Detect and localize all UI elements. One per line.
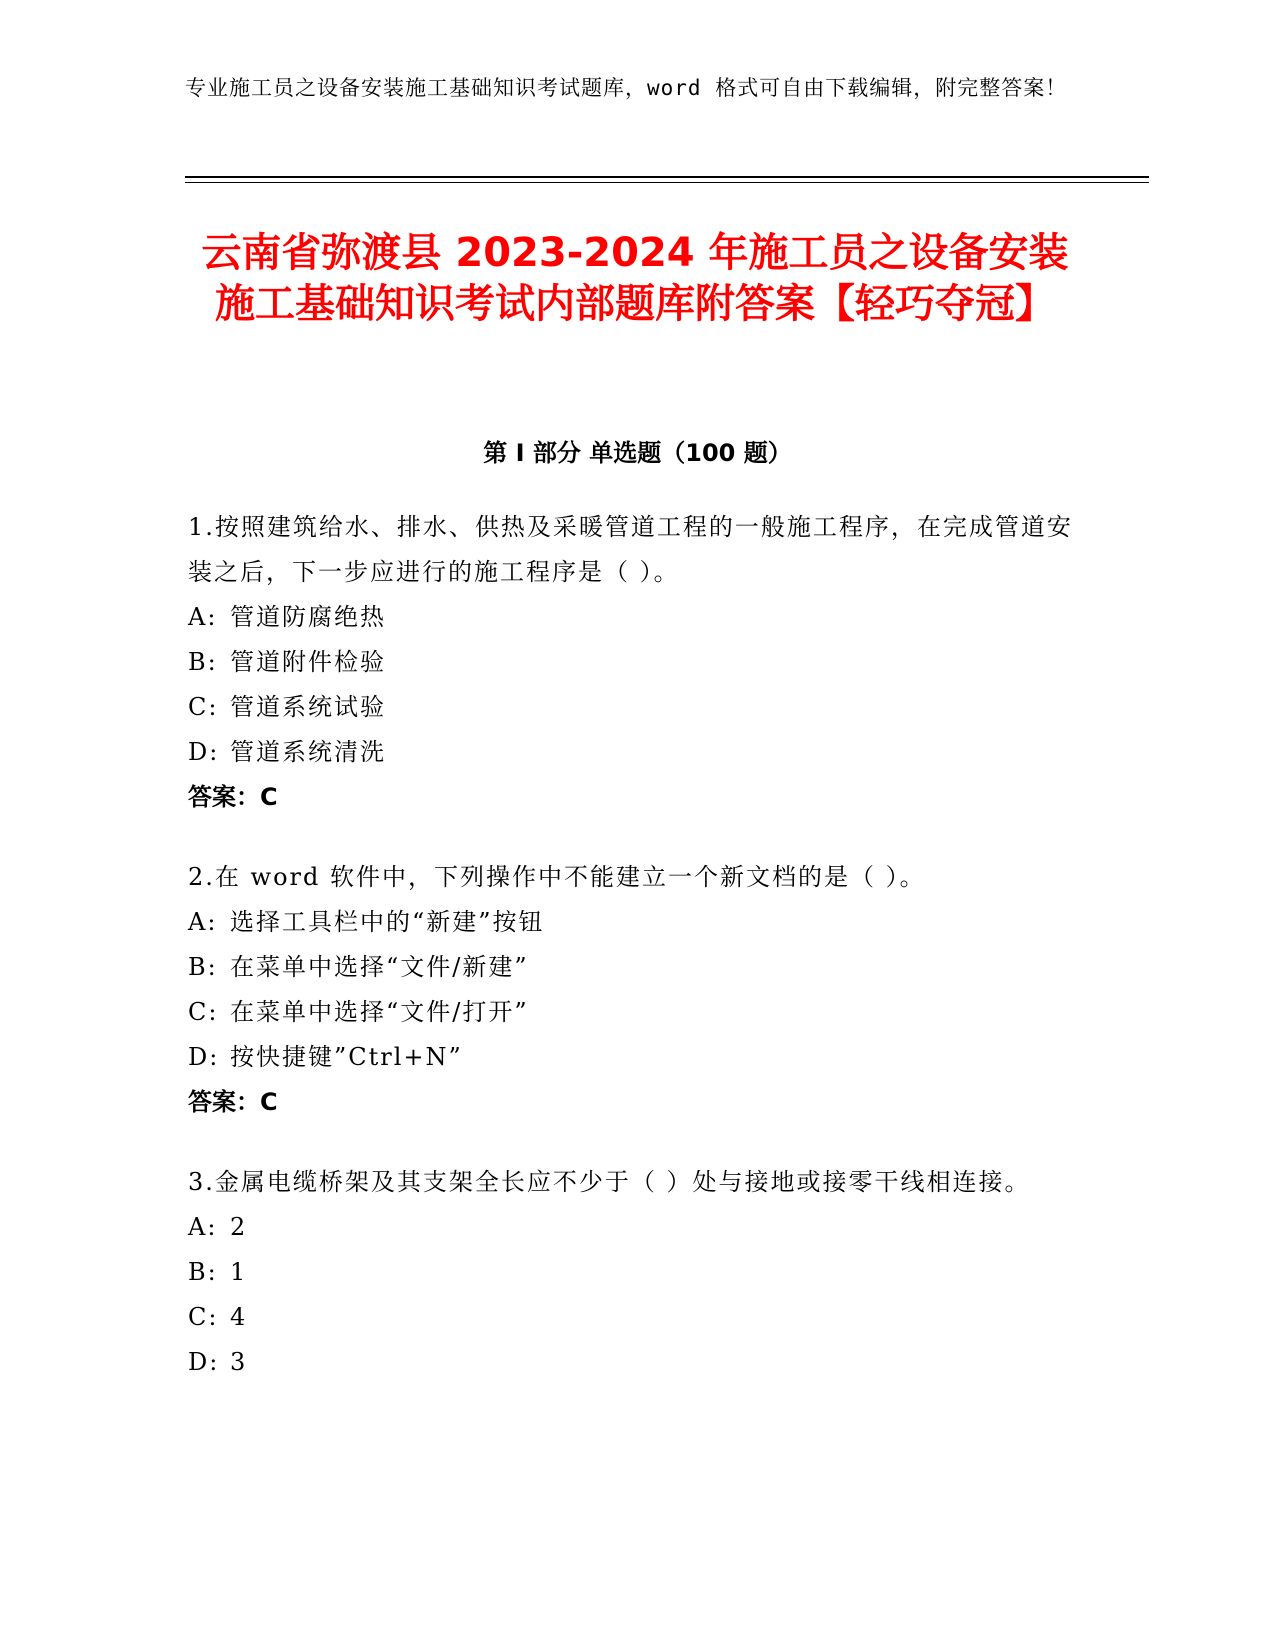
option-text: 管道附件检验: [230, 648, 386, 676]
section-heading: 第 I 部分 单选题（100 题）: [483, 439, 792, 467]
option-text: 管道系统试验: [230, 693, 386, 721]
option-letter: C:: [188, 1303, 219, 1331]
option-d: [188, 1035, 1078, 1080]
option-b: [188, 1250, 1078, 1295]
option-letter: B:: [188, 648, 218, 676]
option-a: [188, 1205, 1078, 1250]
header-rule-thin: [185, 182, 1149, 183]
question-stem: 1.按照建筑给水、排水、供热及采暖管道工程的一般施工程序，在完成管道安装之后，下一步应进行的施工程序是（ ）。: [188, 513, 1073, 586]
option-text: 按快捷键”Ctrl+N”: [230, 1043, 463, 1071]
option-b: [188, 945, 1078, 990]
question-3: [188, 1160, 1078, 1385]
answer-line: 答案：C: [188, 783, 278, 811]
option-c: [188, 685, 1078, 730]
document-title: 云南省弥渡县 2023-2024 年施工员之设备安装施工基础知识考试内部题库附答案【轻巧夺冠】: [201, 230, 1069, 327]
option-d: [188, 1340, 1078, 1385]
option-c: [188, 1295, 1078, 1340]
header-rule-thick: [185, 176, 1149, 178]
option-text: 管道防腐绝热: [230, 603, 386, 631]
answer-line: 答案：C: [188, 1088, 278, 1116]
option-letter: C:: [188, 998, 219, 1026]
question-1: [188, 505, 1078, 820]
option-b: [188, 640, 1078, 685]
option-text: 2: [230, 1213, 248, 1241]
option-letter: A:: [188, 908, 218, 936]
option-text: 管道系统清洗: [230, 738, 386, 766]
option-text: 4: [230, 1303, 248, 1331]
option-letter: A:: [188, 603, 218, 631]
option-a: [188, 900, 1078, 945]
option-text: 3: [230, 1348, 248, 1376]
option-letter: A:: [188, 1213, 218, 1241]
option-letter: C:: [188, 693, 219, 721]
option-text: 在菜单中选择“文件/打开”: [230, 998, 529, 1026]
option-d: [188, 730, 1078, 775]
option-text: 在菜单中选择“文件/新建”: [230, 953, 529, 981]
question-stem: 2.在 word 软件中，下列操作中不能建立一个新文档的是（ ）。: [188, 863, 926, 891]
option-letter: D:: [188, 1043, 220, 1071]
option-letter: B:: [188, 953, 218, 981]
option-letter: D:: [188, 738, 220, 766]
option-text: 选择工具栏中的“新建”按钮: [230, 908, 545, 936]
option-text: 1: [230, 1258, 248, 1286]
option-letter: D:: [188, 1348, 220, 1376]
question-stem: 3.金属电缆桥架及其支架全长应不少于（ ）处与接地或接零干线相连接。: [188, 1168, 1031, 1196]
question-2: [188, 855, 1078, 1125]
header-note: 专业施工员之设备安装施工基础知识考试题库，word 格式可自由下载编辑，附完整答案！: [185, 76, 1068, 100]
option-letter: B:: [188, 1258, 218, 1286]
option-a: [188, 595, 1078, 640]
option-c: [188, 990, 1078, 1035]
